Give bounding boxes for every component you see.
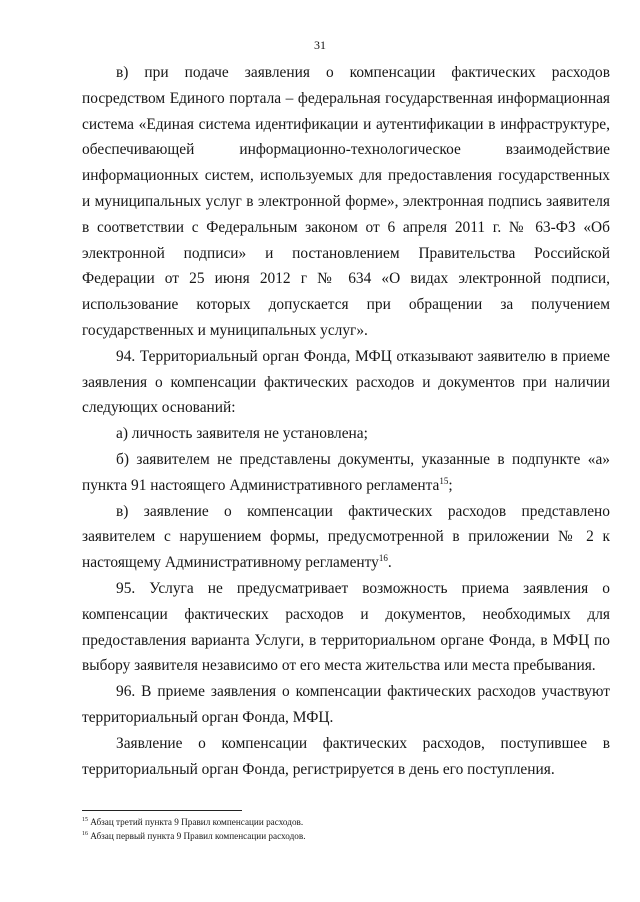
footnote-15-text: Абзац третий пункта 9 Правил компенсации расходов. bbox=[90, 817, 304, 828]
footnote-16-number: 16 bbox=[82, 831, 88, 838]
body-text bbox=[82, 60, 610, 782]
paragraph-94: 94. Территориальный орган Фонда, МФЦ отказывают заявителю в приеме заявления о компенсации фактических расходов и документов при наличии следующих оснований: bbox=[82, 347, 610, 417]
footnote-15 bbox=[82, 814, 610, 828]
paragraph-96: 96. В приеме заявления о компенсации фактических расходов участвуют территориальный орган Фонда, МФЦ. bbox=[82, 683, 610, 726]
footnote-15-number: 15 bbox=[82, 817, 88, 823]
paragraph-subitem-v-portal: в) при подаче заявления о компенсации фактических расходов посредством Единого портала – федеральная государственная информационная система «Единая система идентификации и аутентификации в инфраструктуре, обеспечивающей информационно-технологическое взаимодействие информационных систем, используемых для предоставления государственных и муниципальных услуг в электронной форме», электронная подпись заявителя в соответствии с Федеральным законом от 6 апреля 2011 г. № 63-ФЗ «Об электронной подписи» и постановлением Правительства Российской Федерации от 25 июня 2012 г № 634 «О видах электронной подписи, использование которых допускается при обращении за получением государственных и муниципальных услуг». bbox=[82, 64, 610, 339]
footnote-divider bbox=[82, 810, 242, 811]
footnote-16 bbox=[82, 828, 610, 842]
paragraph-subitem-v-form bbox=[82, 499, 610, 576]
paragraph-95: 95. Услуга не предусматривает возможность приема заявления о компенсации фактических расходов и документов, необходимых для предоставления варианта Услуги, в территориальном органе Фонда, в МФЦ по выбору заявителя независимо от его места жительства или места пребывания. bbox=[82, 579, 610, 675]
paragraph-registration: Заявление о компенсации фактических расходов, поступившее в территориальный орган Фонда, регистрируется в день его поступления. bbox=[82, 734, 610, 778]
footnote-ref-16: 16 bbox=[378, 553, 388, 564]
paragraph-subitem-v-form-tail: . bbox=[387, 554, 392, 572]
paragraph-subitem-b bbox=[82, 447, 610, 499]
paragraph-subitem-b-text: б) заявителем не представлены документы, указанные в подпункте «а» пункта 91 настоящего Административного регламента bbox=[82, 450, 610, 494]
footnote-16-text: Абзац первый пункта 9 Правил компенсации расходов. bbox=[90, 831, 306, 842]
paragraph-subitem-v-form-text: в) заявление о компенсации фактических расходов представлено заявителем с нарушением формы, предусмотренной в приложении № 2 к настоящему Административному регламенту bbox=[82, 502, 610, 572]
paragraph-subitem-b-tail: ; bbox=[448, 476, 453, 494]
footnotes bbox=[82, 814, 610, 842]
footnote-ref-15: 15 bbox=[439, 475, 449, 486]
paragraph-subitem-a: а) личность заявителя не установлена; bbox=[116, 425, 368, 443]
page-number: 31 bbox=[314, 38, 326, 52]
